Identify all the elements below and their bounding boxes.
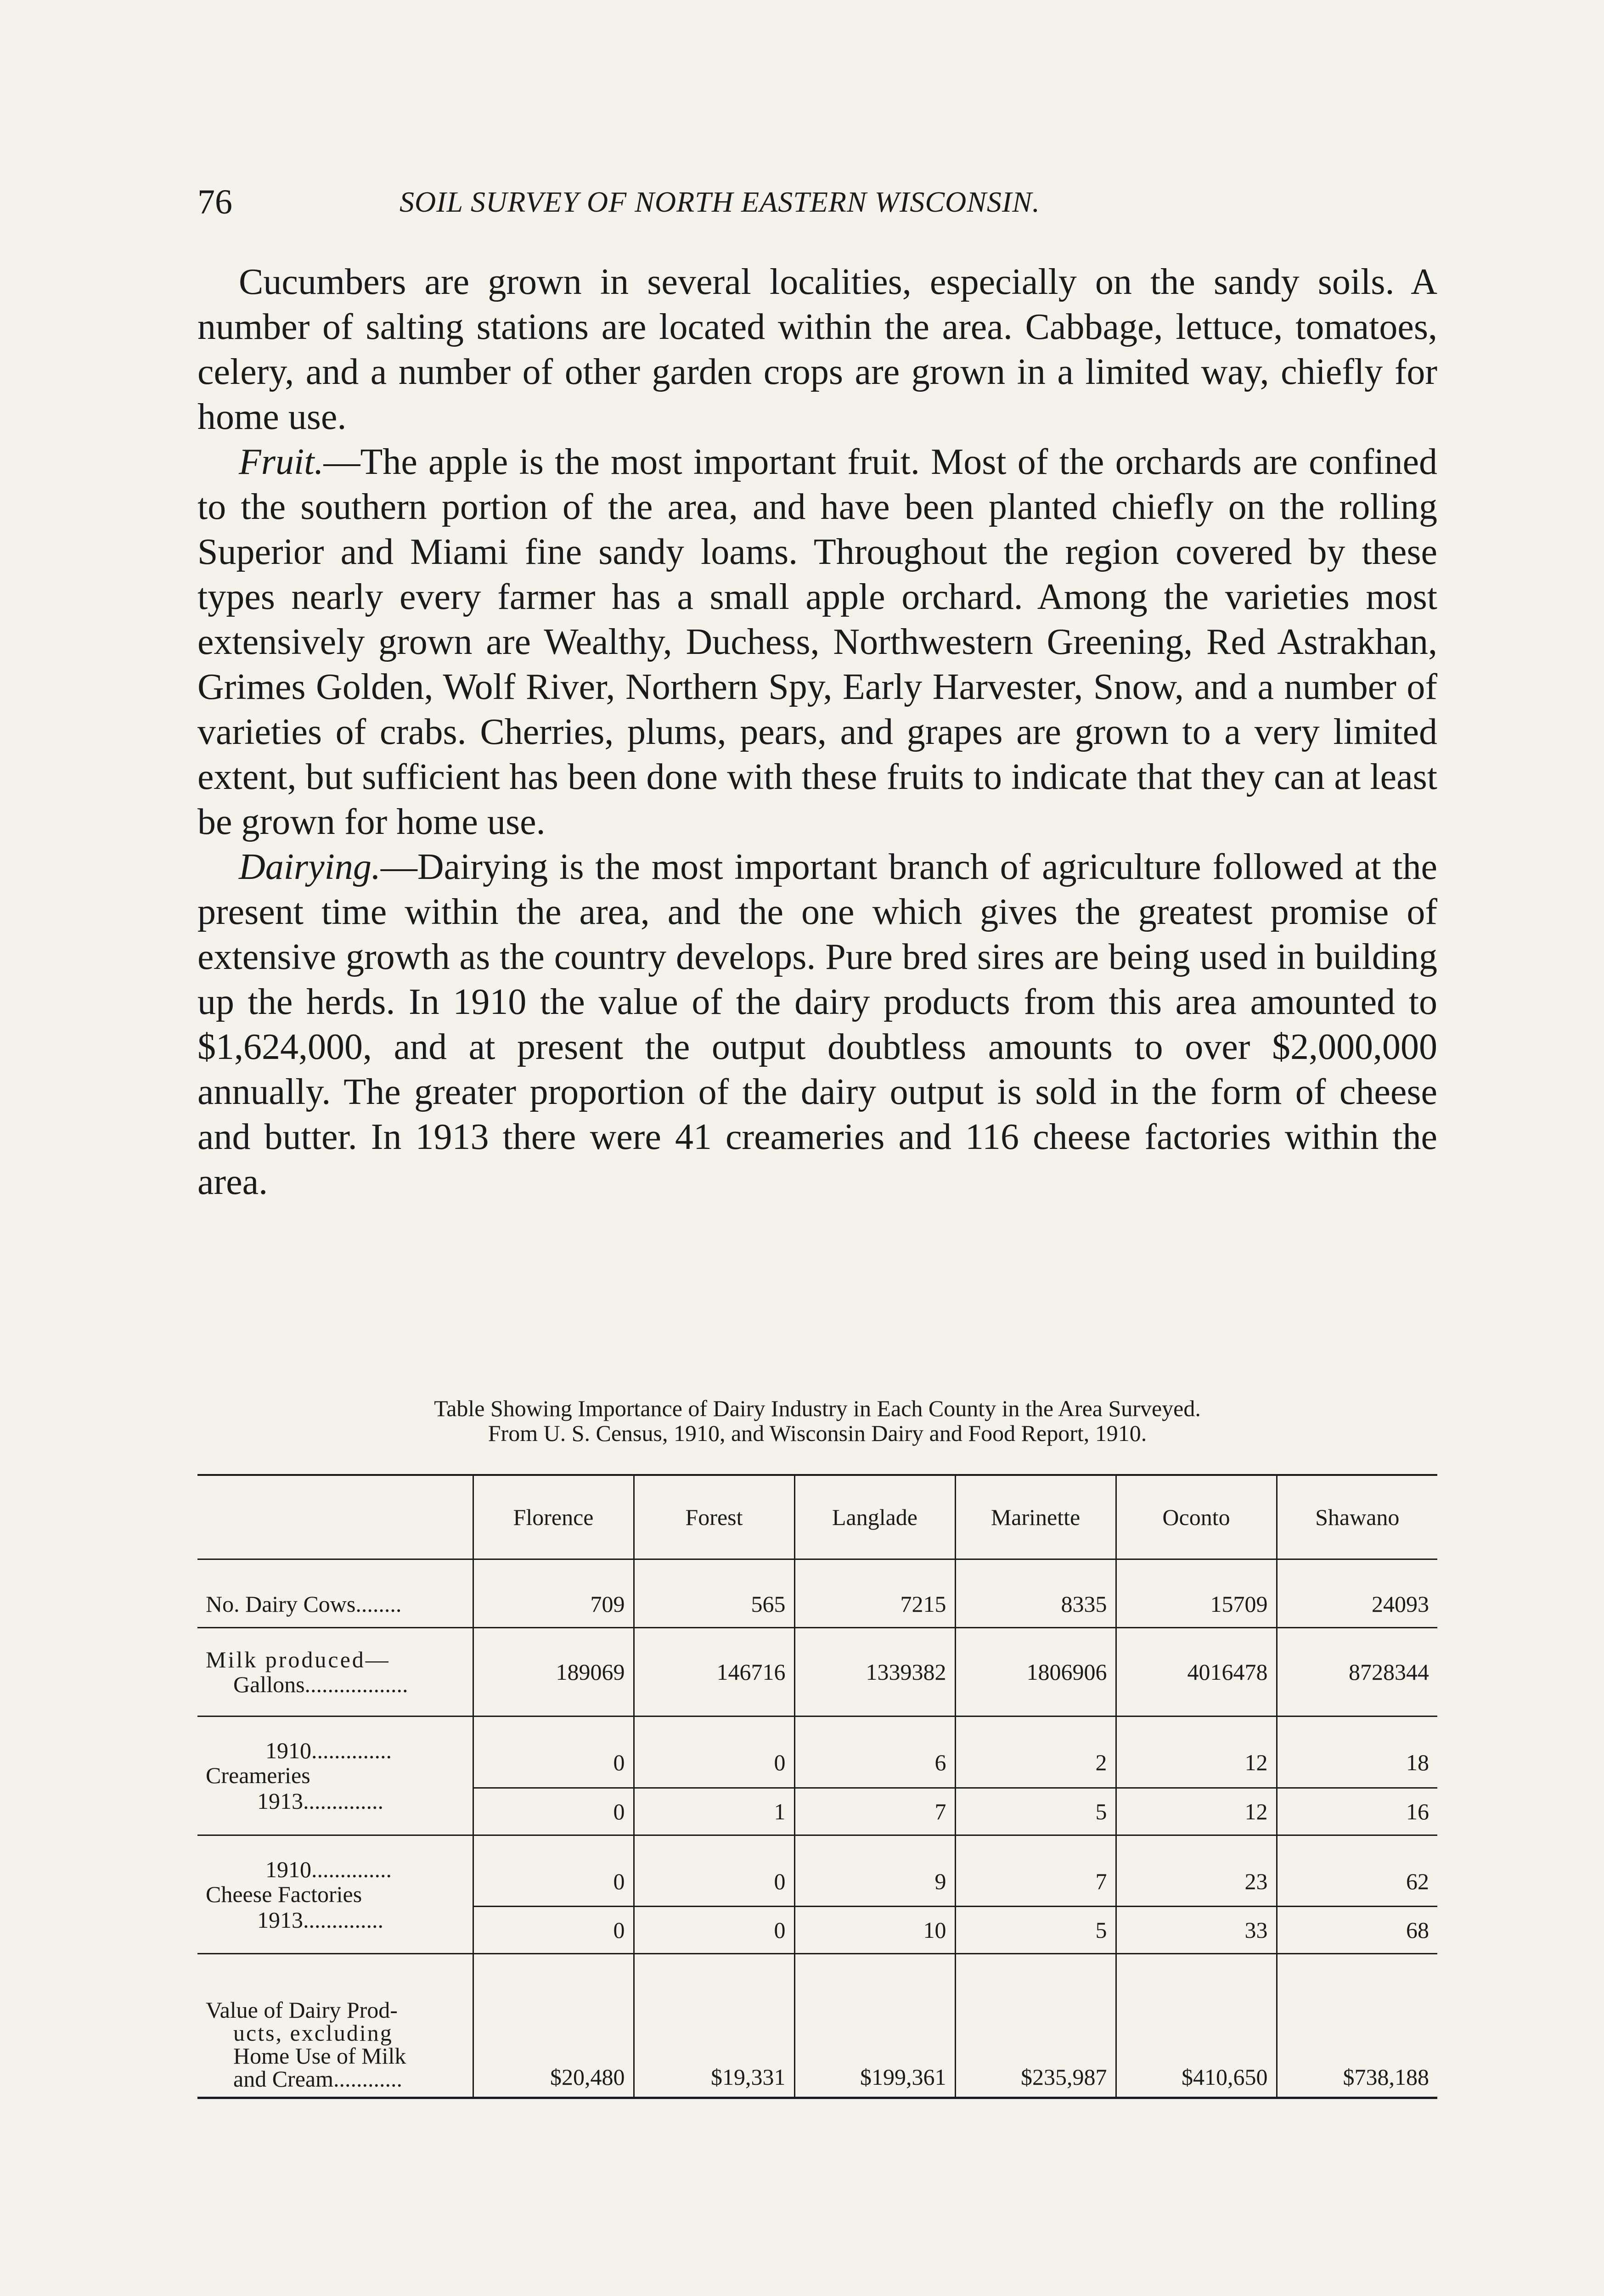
col-header: Forest: [634, 1475, 794, 1559]
dairy-table: [197, 1474, 1437, 2099]
table-cell: 1339382: [794, 1628, 955, 1716]
table-cell: 24093: [1277, 1581, 1437, 1628]
table-row: [197, 1975, 1437, 2098]
paragraph-cucumbers: Cucumbers are grown in several localities, especially on the sandy soils. A number of salting stations are located within the area. Cabbage, lettuce, tomatoes, celery, and a number of other garden crops are grown in a limited way, chiefly for home use.: [197, 262, 1437, 437]
row-label-cheese-1913: 1913..............: [197, 1907, 473, 1954]
creameries-label: Creameries: [206, 1762, 310, 1788]
table-cell: 15709: [1116, 1581, 1277, 1628]
table-cell: 709: [473, 1581, 634, 1628]
table-cell: 7: [955, 1857, 1116, 1907]
page-number: 76: [197, 183, 232, 221]
table-cell: 146716: [634, 1628, 794, 1716]
col-header: Marinette: [955, 1475, 1116, 1559]
page-header: [197, 174, 1437, 230]
table-row: [197, 1907, 1437, 1954]
col-header: Florence: [473, 1475, 634, 1559]
value-label-line-1: Value of Dairy Prod-: [206, 1997, 398, 2023]
paragraph-dairying: [197, 844, 1437, 1204]
table-header-row: [197, 1475, 1437, 1559]
table-cell: 0: [634, 1907, 794, 1954]
table-cell: 68: [1277, 1907, 1437, 1954]
table-cell: 565: [634, 1581, 794, 1628]
row-label-cows: No. Dairy Cows........: [197, 1581, 473, 1628]
caption-line-1: Table Showing Importance of Dairy Industry in Each County in the Area Surveyed.: [434, 1396, 1201, 1421]
fruit-heading: Fruit.: [239, 442, 324, 482]
row-label-value: [197, 1975, 473, 2098]
fruit-text: —The apple is the most important fruit. Most of the orchards are confined to the southern portion of the area, and have been planted chiefly on the rolling Superior and Miami fine sandy loams. Throughout the region covered by these types nearly every farmer has a small apple orchard. Among the varieties most extensively grown are Wealthy, Duchess, Northwestern Greening, Red Astrakhan, Grimes Golden, Wolf River, Northern Spy, Early Harvester, Snow, and a number of varieties of crabs. Cherries, plums, pears, and grapes are grown to a very limited extent, but sufficient has been done with these fruits to indicate that they can at least be grown for home use.: [197, 442, 1437, 842]
table-cell: $19,331: [634, 1975, 794, 2098]
table-cell: 0: [473, 1857, 634, 1907]
creameries-1910-label: 1910..............: [265, 1738, 392, 1763]
table-cell: 9: [794, 1857, 955, 1907]
table-cell: 8335: [955, 1581, 1116, 1628]
col-header: Shawano: [1277, 1475, 1437, 1559]
table-row: [197, 1788, 1437, 1835]
row-label-cheese-1910: [197, 1857, 473, 1907]
table-cell: 4016478: [1116, 1628, 1277, 1716]
value-label-line-2: ucts, excluding: [233, 2020, 393, 2046]
table-cell: 12: [1116, 1738, 1277, 1788]
caption-line-2: From U. S. Census, 1910, and Wisconsin Dairy and Food Report, 1910.: [488, 1420, 1147, 1446]
table-cell: 0: [634, 1738, 794, 1788]
table-cell: 0: [473, 1738, 634, 1788]
table-row: [197, 1628, 1437, 1716]
value-label-line-3: Home Use of Milk: [233, 2043, 406, 2069]
milk-label-line-2: Gallons..................: [233, 1671, 408, 1697]
table-cell: 62: [1277, 1857, 1437, 1907]
table-cell: 10: [794, 1907, 955, 1954]
table-cell: 2: [955, 1738, 1116, 1788]
table-row: [197, 1581, 1437, 1628]
table-cell: 6: [794, 1738, 955, 1788]
table-cell: 33: [1116, 1907, 1277, 1954]
table-cell: $199,361: [794, 1975, 955, 2098]
milk-label-line-1: Milk produced—: [206, 1647, 390, 1672]
table-cell: 0: [473, 1788, 634, 1835]
table-cell: 12: [1116, 1788, 1277, 1835]
table-row: [197, 1738, 1437, 1788]
header-blank: [197, 1475, 473, 1559]
table-cell: 0: [634, 1857, 794, 1907]
dairying-heading: Dairying.: [239, 847, 381, 887]
cheese-label: Cheese Factories: [206, 1881, 362, 1907]
table-cell: $20,480: [473, 1975, 634, 2098]
body-text: [197, 259, 1437, 1204]
table-cell: $235,987: [955, 1975, 1116, 2098]
table-cell: 23: [1116, 1857, 1277, 1907]
table-cell: 1806906: [955, 1628, 1116, 1716]
table-cell: 0: [473, 1907, 634, 1954]
paragraph-fruit: [197, 439, 1437, 844]
table-cell: $738,188: [1277, 1975, 1437, 2098]
table-cell: 7215: [794, 1581, 955, 1628]
col-header: Oconto: [1116, 1475, 1277, 1559]
row-label-creameries-1910: [197, 1738, 473, 1788]
table-cell: 16: [1277, 1788, 1437, 1835]
col-header: Langlade: [794, 1475, 955, 1559]
cheese-1910-label: 1910..............: [265, 1856, 392, 1882]
value-label-line-4: and Cream............: [233, 2066, 402, 2092]
table-cell: 7: [794, 1788, 955, 1835]
table-row: [197, 1857, 1437, 1907]
running-title: SOIL SURVEY OF NORTH EASTERN WISCONSIN.: [400, 186, 1040, 218]
table-cell: 5: [955, 1788, 1116, 1835]
dairying-text: —Dairying is the most important branch of agriculture followed at the present time within the area, and the one which gives the greatest promise of extensive growth as the country develops. Pure bred sires are being used in building up the herds. In 1910 the value of the dairy products from this area amounted to $1,624,000, and at present the output doubtless amounts to over $2,000,000 annually. The greater proportion of the dairy output is sold in the form of cheese and butter. In 1913 there were 41 creameries and 116 cheese factories within the area.: [197, 847, 1437, 1202]
table-cell: 18: [1277, 1738, 1437, 1788]
table-cell: $410,650: [1116, 1975, 1277, 2098]
table-cell: 1: [634, 1788, 794, 1835]
table-cell: 189069: [473, 1628, 634, 1716]
row-label-milk: [197, 1628, 473, 1716]
table-cell: 5: [955, 1907, 1116, 1954]
table-cell: 8728344: [1277, 1628, 1437, 1716]
row-label-creameries-1913: 1913..............: [197, 1788, 473, 1835]
table-caption: [193, 1396, 1442, 1446]
